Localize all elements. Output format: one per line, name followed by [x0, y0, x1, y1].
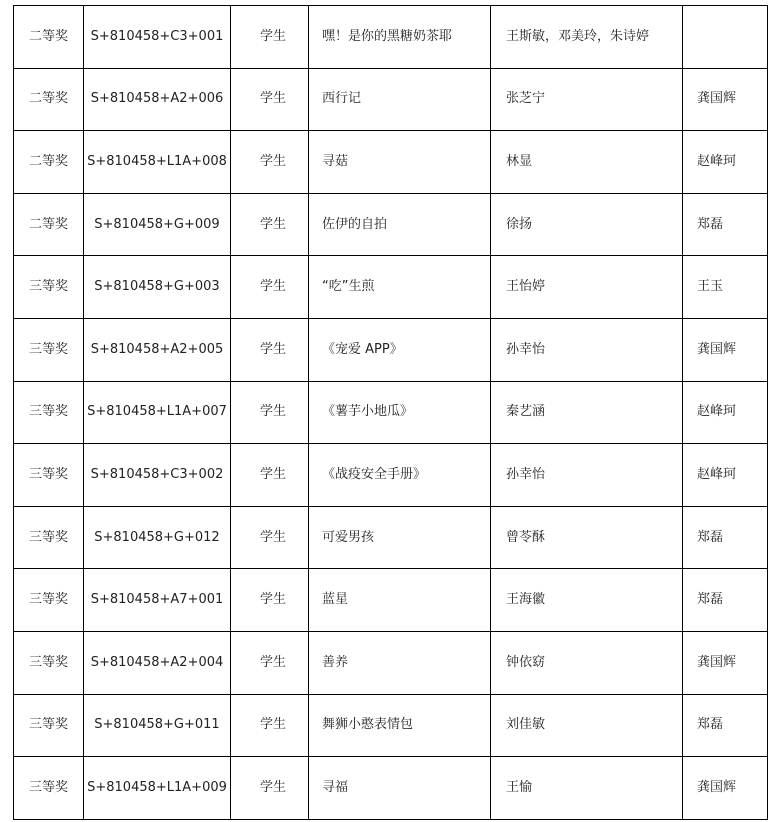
work-title-cell: 西行记 — [309, 68, 491, 131]
entry-code-cell: S+810458+A2+005 — [84, 318, 231, 381]
tutor-cell: 龚国辉 — [683, 318, 768, 381]
award-level-cell: 三等奖 — [14, 256, 84, 319]
award-level-cell: 三等奖 — [14, 506, 84, 569]
authors-cell: 林显 — [491, 131, 683, 194]
tutor-cell: 龚国辉 — [683, 631, 768, 694]
award-level-cell: 三等奖 — [14, 318, 84, 381]
work-title-cell: 嘿！是你的黑糖奶茶耶 — [309, 6, 491, 69]
award-level-cell: 二等奖 — [14, 68, 84, 131]
category-cell: 学生 — [231, 694, 309, 757]
category-cell: 学生 — [231, 506, 309, 569]
authors-cell: 孙幸怡 — [491, 444, 683, 507]
authors-cell: 徐扬 — [491, 193, 683, 256]
category-cell: 学生 — [231, 318, 309, 381]
table-row — [14, 569, 768, 632]
work-title-cell: 寻福 — [309, 757, 491, 820]
table-body — [14, 6, 768, 820]
award-level-cell: 三等奖 — [14, 444, 84, 507]
category-cell: 学生 — [231, 131, 309, 194]
tutor-cell: 郑磊 — [683, 506, 768, 569]
tutor-cell: 赵峰珂 — [683, 381, 768, 444]
awards-table — [13, 5, 768, 820]
category-cell: 学生 — [231, 6, 309, 69]
entry-code-cell: S+810458+G+003 — [84, 256, 231, 319]
award-level-cell: 三等奖 — [14, 631, 84, 694]
work-title-cell: 《战疫安全手册》 — [309, 444, 491, 507]
authors-cell: 王斯敏，邓美玲，朱诗婷 — [491, 6, 683, 69]
entry-code-cell: S+810458+G+009 — [84, 193, 231, 256]
entry-code-cell: S+810458+A2+006 — [84, 68, 231, 131]
authors-cell: 刘佳敏 — [491, 694, 683, 757]
authors-cell: 钟依窈 — [491, 631, 683, 694]
entry-code-cell: S+810458+G+012 — [84, 506, 231, 569]
entry-code-cell: S+810458+C3+002 — [84, 444, 231, 507]
award-level-cell: 三等奖 — [14, 694, 84, 757]
category-cell: 学生 — [231, 444, 309, 507]
table-row — [14, 694, 768, 757]
table-row — [14, 318, 768, 381]
table-row — [14, 506, 768, 569]
table-row — [14, 444, 768, 507]
award-level-cell: 三等奖 — [14, 569, 84, 632]
category-cell: 学生 — [231, 68, 309, 131]
category-cell: 学生 — [231, 381, 309, 444]
category-cell: 学生 — [231, 569, 309, 632]
authors-cell: 王海徽 — [491, 569, 683, 632]
tutor-cell: 郑磊 — [683, 694, 768, 757]
tutor-cell — [683, 6, 768, 69]
table-row — [14, 68, 768, 131]
tutor-cell: 王玉 — [683, 256, 768, 319]
tutor-cell: 龚国辉 — [683, 68, 768, 131]
tutor-cell: 龚国辉 — [683, 757, 768, 820]
work-title-cell: 佐伊的自拍 — [309, 193, 491, 256]
entry-code-cell: S+810458+A2+004 — [84, 631, 231, 694]
entry-code-cell: S+810458+C3+001 — [84, 6, 231, 69]
table-row — [14, 6, 768, 69]
table-row — [14, 381, 768, 444]
entry-code-cell: S+810458+L1A+008 — [84, 131, 231, 194]
work-title-cell: 寻菇 — [309, 131, 491, 194]
award-level-cell: 二等奖 — [14, 131, 84, 194]
tutor-cell: 郑磊 — [683, 193, 768, 256]
category-cell: 学生 — [231, 256, 309, 319]
work-title-cell: 可爱男孩 — [309, 506, 491, 569]
category-cell: 学生 — [231, 631, 309, 694]
table-row — [14, 193, 768, 256]
tutor-cell: 赵峰珂 — [683, 131, 768, 194]
tutor-cell: 郑磊 — [683, 569, 768, 632]
authors-cell: 王愉 — [491, 757, 683, 820]
entry-code-cell: S+810458+L1A+009 — [84, 757, 231, 820]
work-title-cell: 《宠爱 APP》 — [309, 318, 491, 381]
category-cell: 学生 — [231, 757, 309, 820]
authors-cell: 张芝宁 — [491, 68, 683, 131]
tutor-cell: 赵峰珂 — [683, 444, 768, 507]
work-title-cell: “吃”生煎 — [309, 256, 491, 319]
award-level-cell: 三等奖 — [14, 381, 84, 444]
entry-code-cell: S+810458+A7+001 — [84, 569, 231, 632]
authors-cell: 王怡婷 — [491, 256, 683, 319]
work-title-cell: 舞狮小憨表情包 — [309, 694, 491, 757]
authors-cell: 秦艺涵 — [491, 381, 683, 444]
award-level-cell: 二等奖 — [14, 193, 84, 256]
work-title-cell: 善养 — [309, 631, 491, 694]
table-row — [14, 631, 768, 694]
category-cell: 学生 — [231, 193, 309, 256]
authors-cell: 曾苓酥 — [491, 506, 683, 569]
award-level-cell: 三等奖 — [14, 757, 84, 820]
entry-code-cell: S+810458+L1A+007 — [84, 381, 231, 444]
work-title-cell: 《薯芋小地瓜》 — [309, 381, 491, 444]
award-level-cell: 二等奖 — [14, 6, 84, 69]
table-row — [14, 256, 768, 319]
entry-code-cell: S+810458+G+011 — [84, 694, 231, 757]
work-title-cell: 蓝星 — [309, 569, 491, 632]
table-row — [14, 131, 768, 194]
table-row — [14, 757, 768, 820]
authors-cell: 孙幸怡 — [491, 318, 683, 381]
